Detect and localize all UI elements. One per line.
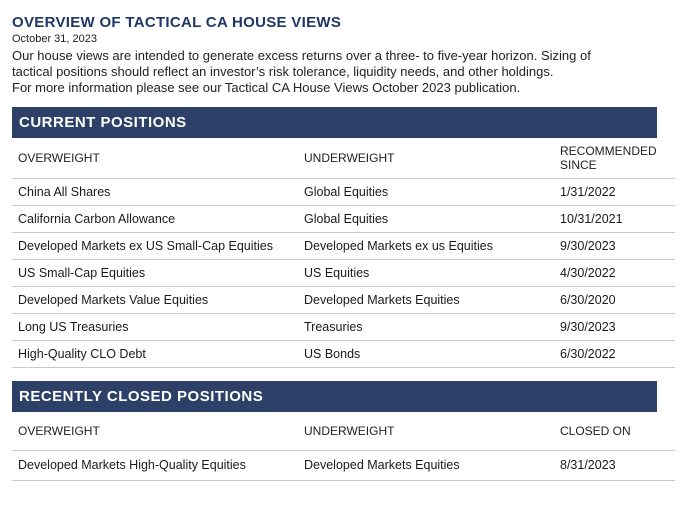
date-cell: 4/30/2022 [560, 265, 616, 280]
underweight-cell: Global Equities [304, 184, 389, 199]
page-title: OVERVIEW OF TACTICAL CA HOUSE VIEWS [12, 14, 342, 31]
table-header-row [12, 412, 675, 450]
column-header-overweight: OVERWEIGHT [18, 150, 100, 165]
current-positions-body [12, 178, 675, 367]
current-positions-table [12, 138, 675, 368]
overweight-cell: China All Shares [18, 184, 111, 199]
date-cell: 6/30/2020 [560, 292, 616, 307]
table-row [12, 286, 675, 313]
table-row [12, 232, 675, 259]
closed-positions-heading: RECENTLY CLOSED POSITIONS [12, 381, 657, 412]
overweight-cell: High-Quality CLO Debt [18, 346, 146, 361]
overweight-cell: Developed Markets High-Quality Equities [18, 458, 246, 472]
underweight-cell: Developed Markets ex us Equities [304, 238, 493, 253]
date-cell: 9/30/2023 [560, 238, 616, 253]
overweight-cell: California Carbon Allowance [18, 211, 176, 226]
table-header-row [12, 138, 675, 178]
underweight-cell: Developed Markets Equities [304, 292, 460, 307]
underweight-cell: Developed Markets Equities [304, 458, 460, 472]
table-row [12, 178, 675, 205]
intro-text [12, 48, 652, 96]
intro-line: tactical positions should reflect an investor’s risk tolerance, liquidity needs, and other holdings. [12, 64, 554, 79]
publication-date: October 31, 2023 [12, 33, 98, 45]
date-cell: 9/30/2023 [560, 319, 616, 334]
table-row [12, 313, 675, 340]
column-header-underweight: UNDERWEIGHT [304, 423, 395, 438]
current-positions-heading: CURRENT POSITIONS [12, 107, 657, 138]
table-row [12, 259, 675, 286]
column-header-recommended-since: RECOMMENDED SINCE [560, 143, 657, 172]
table-row [12, 340, 675, 367]
date-cell: 1/31/2022 [560, 184, 616, 199]
table-row [12, 205, 675, 232]
overweight-cell: Developed Markets Value Equities [18, 292, 209, 307]
date-cell: 8/31/2023 [560, 458, 616, 472]
overweight-cell: Long US Treasuries [18, 319, 129, 334]
closed-positions-body [12, 450, 675, 480]
underweight-cell: US Bonds [304, 346, 361, 361]
underweight-cell: US Equities [304, 265, 370, 280]
column-header-underweight: UNDERWEIGHT [304, 150, 395, 165]
column-header-overweight: OVERWEIGHT [18, 423, 100, 438]
overweight-cell: Developed Markets ex US Small-Cap Equities [18, 238, 273, 253]
intro-line: For more information please see our Tactical CA House Views October 2023 publication. [12, 80, 521, 95]
underweight-cell: Treasuries [304, 319, 363, 334]
closed-positions-table [12, 412, 675, 481]
intro-line: Our house views are intended to generate excess returns over a three- to five-year horizon. Sizing of [12, 48, 591, 63]
overweight-cell: US Small-Cap Equities [18, 265, 146, 280]
date-cell: 6/30/2022 [560, 346, 616, 361]
underweight-cell: Global Equities [304, 211, 389, 226]
table-row [12, 450, 675, 480]
date-cell: 10/31/2021 [560, 211, 623, 226]
column-header-closed-on: CLOSED ON [560, 423, 631, 438]
